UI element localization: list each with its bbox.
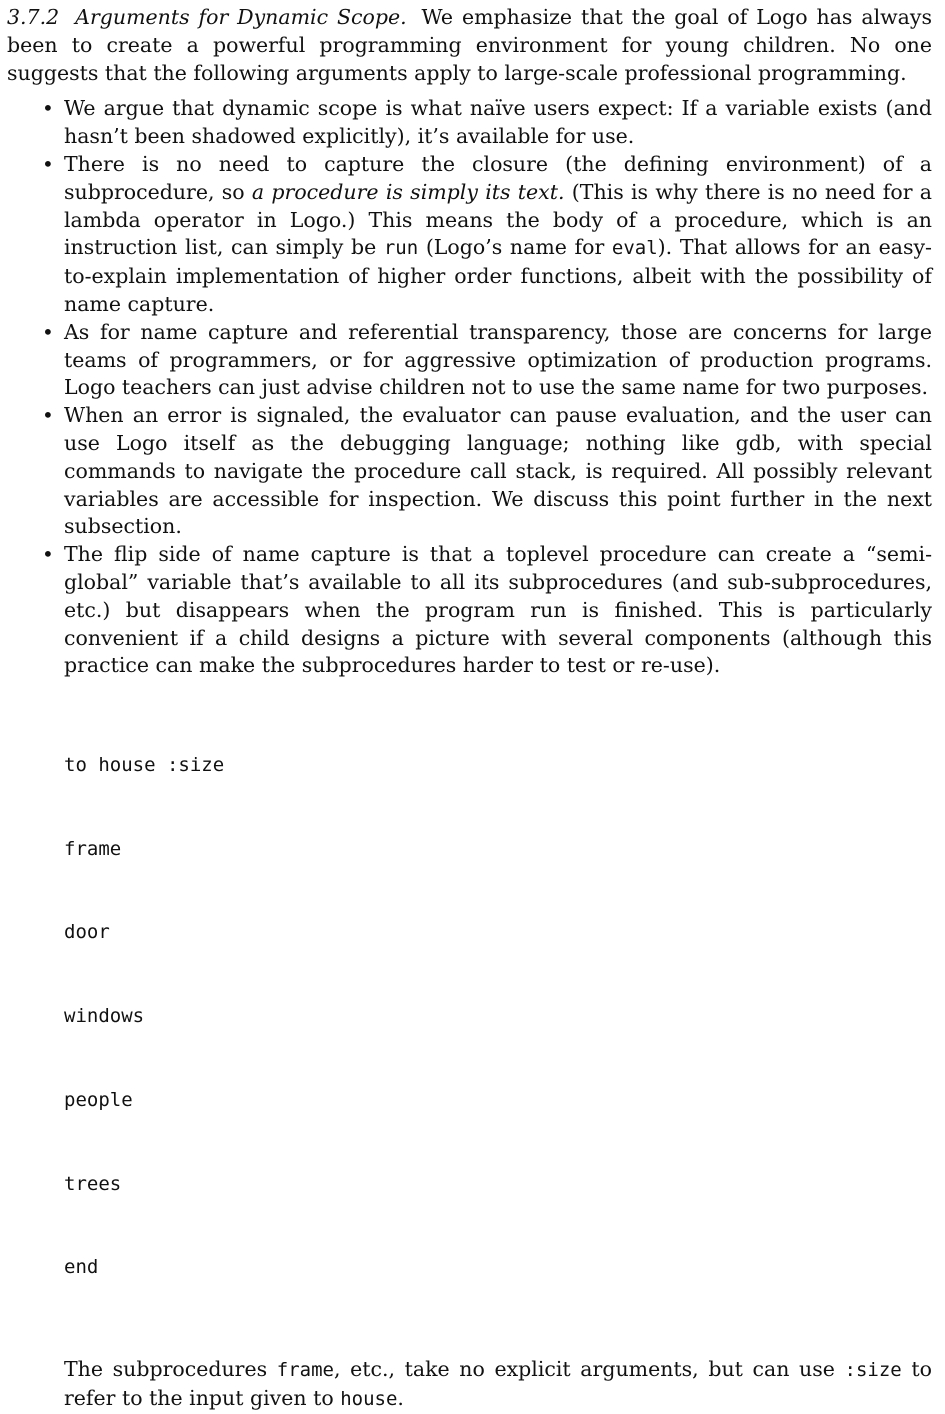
list-item — [64, 319, 932, 402]
code-line: frame — [64, 837, 122, 860]
closing-text-end: . — [397, 1385, 404, 1410]
section-number: 3.7.2 — [7, 5, 60, 29]
list-item — [64, 541, 932, 680]
bullet-text-closure: There is no need to capture the closure (the defining environment) of a subprocedure, so — [64, 151, 932, 204]
section-title: Arguments for Dynamic Scope. — [75, 5, 407, 29]
bullet-text-closure-cont: (This is why there is no need for a lambda operator in Logo.) This means the body of a procedure, which is an instruction list, can simply be — [64, 179, 932, 260]
closing-text-cont2: to refer to the input given to — [64, 1356, 932, 1410]
bullet-text-debugging: When an error is signaled, the evaluator can pause evaluation, and the user can use Logo itself as the debugging language; nothing like gdb, with special commands to navigate the procedure call stack, is required. All possibly relevant variables are accessible for inspection. We discuss this point further in the next subsection. — [64, 403, 932, 539]
section-intro-text: We emphasize that the goal of Logo has always been to create a powerful programming environment for young children. No one suggests that the following arguments apply to large-scale professional programming. — [7, 5, 932, 85]
emphasis-procedure-text: a procedure is simply its text. — [251, 179, 565, 204]
code-run: run — [383, 237, 419, 260]
code-house: house — [340, 1387, 398, 1410]
bullet-text-closure-cont2: (Logo’s name for — [425, 235, 605, 260]
list-item — [64, 402, 932, 541]
code-line: to house :size — [64, 753, 225, 776]
bullet-text-name-capture: As for name capture and referential transparency, those are concerns for large teams of programmers, or for aggressive optimization of production programs. Logo teachers can just advise children not to use the same name for two purposes. — [64, 319, 932, 400]
closing-text: The subprocedures — [64, 1356, 268, 1381]
code-line: people — [64, 1088, 133, 1111]
paper-page — [7, 4, 932, 1414]
code-listing — [64, 696, 932, 1338]
closing-text-cont: , etc., take no explicit arguments, but can use — [333, 1356, 835, 1381]
arguments-list — [7, 95, 932, 680]
code-line: door — [64, 921, 110, 944]
bullet-text-semi-global: The flip side of name capture is that a toplevel procedure can create a “semi-global” variable that’s available to all its subprocedures (and sub-subprocedures, etc.) but disappears when the program run is finished. This is particularly convenient if a child designs a picture with several components (although this practice can make the subprocedures harder to test or re-use). — [64, 542, 932, 678]
code-line: windows — [64, 1005, 145, 1028]
list-item — [64, 95, 932, 151]
code-line: end — [64, 1256, 99, 1279]
code-frame: frame — [276, 1358, 334, 1381]
bullet-text-naive-users: We argue that dynamic scope is what naïve users expect: If a variable exists (and hasn’t been shadowed explicitly), it’s available for use. — [64, 96, 932, 149]
code-eval: eval — [611, 237, 658, 260]
list-item — [64, 151, 932, 319]
bullet-text-closure-end: ). That allows for an easy-to-explain implementation of higher order functions, albeit with the possibility of name capture. — [64, 235, 932, 316]
closing-paragraph — [64, 1356, 932, 1414]
code-line: trees — [64, 1172, 122, 1195]
code-size: :size — [844, 1358, 902, 1381]
section-intro-paragraph — [7, 4, 932, 87]
